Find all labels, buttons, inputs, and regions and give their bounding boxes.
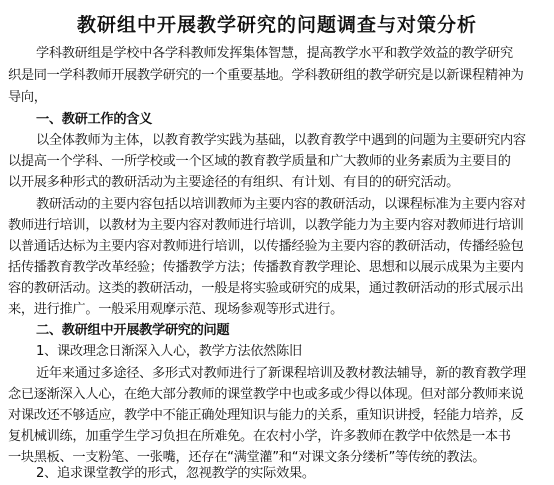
paragraph-line: 教研活动的主要内容包括以培训教师为主要内容的教研活动，以课程标准为主要内容对 [36, 197, 526, 212]
paragraph-line: 近年来通过多途径、多形式对教师进行了新课程培训及教材教法辅导，新的教育教学理 [36, 366, 526, 381]
paragraph-line: 学科教研组是学校中各学科教师发挥集体智慧，提高教学水平和教学效益的教学研究 [36, 46, 513, 61]
paragraph-line: 容的教研活动。这类的教研活动，一般是将实验或研究的成果，通过教研活动的形式展示出 [8, 281, 524, 296]
paragraph-line: 对课改还不够适应，教学中不能正确处理知识与能力的关系，重知识讲授，轻能力培养，反 [8, 408, 524, 423]
subsection-heading: 1、课改理念日渐深入人心，教学方法依然陈旧 [36, 344, 302, 359]
section-heading: 一、教研工作的含义 [36, 112, 152, 127]
paragraph-line: 一块黑板、一支粉笔、一张嘴，还存在“满堂灌”和“对课文条分缕析”等传统的教法。 [8, 450, 486, 465]
paragraph-line: 念已逐渐深入人心，在绝大部分教师的课堂教学中也或多或少得以体现。但对部分教师来说 [8, 387, 524, 402]
paragraph-line: 以提高一个学科、一所学校或一个区域的教育教学质量和广大教师的业务素质为主要目的 [8, 154, 511, 169]
paragraph-line: 以普通话达标为主要内容对教师进行培训，以传播经验为主要内容的教研活动，传播经验包 [8, 239, 524, 254]
paragraph-line: 以全体教师为主体，以教育教学实践为基础，以教育教学中遇到的问题为主要研究内容 [36, 133, 526, 148]
paragraph-line: 以开展多种形式的教研活动为主要途径的有组织、有计划、有目的的研究活动。 [8, 175, 460, 190]
paragraph-line: 括传播教育教学改革经验；传播教学方法；传播教育教学理论、思想和以展示成果为主要内 [8, 260, 524, 275]
paragraph-line: 复机械训练，加重学生学习负担在所难免。在农村小学，许多教师在教学中依然是一本书 [8, 429, 511, 444]
paragraph-line: 教师进行培训，以教材为主要内容对教师进行培训，以教学能力为主要内容对教师进行培训 [8, 218, 524, 233]
paragraph-line: 导向， [8, 90, 47, 105]
paragraph-line: 来，进行推广。一般采用观摩示范、现场参观等形式进行。 [8, 302, 344, 317]
paragraph-line: 织是同一学科教师开展教学研究的一个重要基地。学科教研组的教学研究是以新课程精神为 [8, 68, 524, 83]
section-heading: 二、教研组中开展教学研究的问题 [36, 323, 230, 338]
subsection-heading: 2、追求课堂教学的形式，忽视教学的实际效果。 [36, 466, 315, 481]
document-title: 教研组中开展教学研究的问题调查与对策分析 [76, 14, 477, 36]
